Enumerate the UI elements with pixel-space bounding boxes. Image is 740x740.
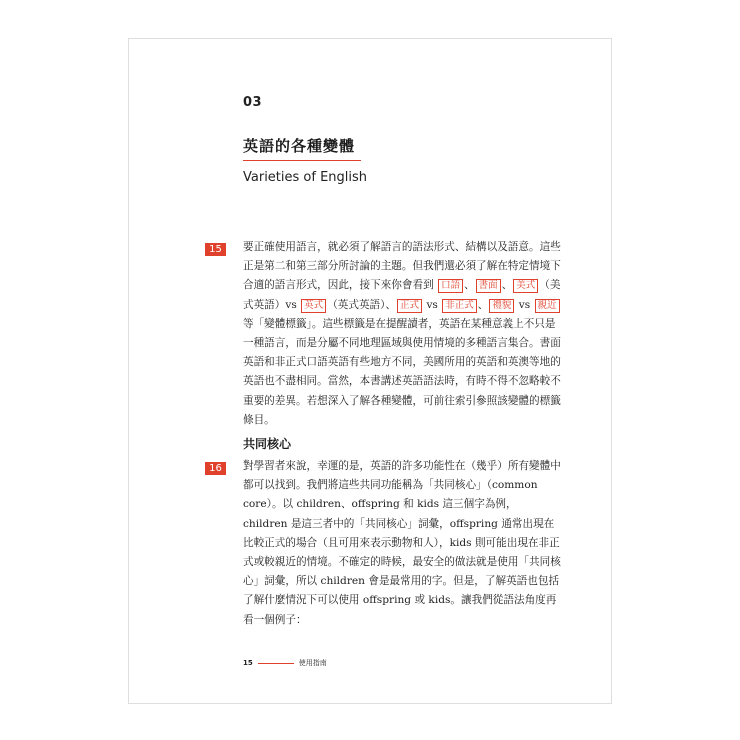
separator: 、 — [501, 279, 513, 292]
variety-tag-written: 書面 — [476, 279, 501, 293]
paragraph-text: 要正確使用語言，就必須了解語言的語法形式、結構以及語意。這些正是第二和第三部分所討論的主題。但我們還必須了解在特定情境下合適的語言形式，因此，接下來你會看到 — [243, 241, 561, 292]
variety-tag-polite: 禮貌 — [489, 299, 514, 313]
page-number: 15 — [243, 659, 253, 667]
footer-rule — [258, 663, 294, 664]
variety-tag-informal: 非正式 — [442, 299, 477, 313]
separator: 、 — [464, 279, 475, 292]
paragraph-number-badge: 15 — [205, 243, 226, 256]
chapter-subtitle: Varieties of English — [243, 170, 368, 185]
variety-tag-intimate: 親近 — [535, 299, 560, 313]
paragraph-number-badge: 16 — [205, 462, 226, 475]
paragraph-15 — [243, 238, 561, 430]
vs-text: vs — [426, 298, 438, 311]
page-footer — [243, 658, 327, 668]
variety-tag-spoken: 口語 — [438, 279, 463, 293]
paragraph-text: （美式英語）vs — [243, 279, 561, 311]
title-rule — [243, 160, 361, 161]
footer-section-label: 使用指南 — [298, 659, 327, 667]
variety-tag-american: 美式 — [513, 279, 538, 293]
book-page — [128, 38, 612, 704]
paragraph-text: （英式英語）、 — [327, 298, 397, 311]
chapter-title: 英語的各種變體 — [243, 137, 356, 155]
separator: 、 — [477, 298, 489, 311]
section-heading: 共同核心 — [243, 437, 292, 451]
variety-tag-british: 英式 — [301, 299, 326, 313]
paragraph-text: 等「變體標籤」。這些標籤是在提醒讀者，英語在某種意義上不只是一種語言，而是分屬不同地理區域與使用情境的多種語言集合。書面英語和非正式口語英語有些地方不同，美國所用的英語和英澳等地的英語也不盡相同。當然，本書講述英語語法時，有時不得不忽略較不重要的差異。若想深入了解各種變體，可前往索引參照該變體的標籤條目。 — [243, 317, 561, 426]
paragraph-16: 對學習者來說，幸運的是，英語的許多功能性在（幾乎）所有變體中都可以找到。我們將這些共同功能稱為「共同核心」（common core）。以 children、offspring 和 kids 這三個字為例，children 是這三者中的「共同核心」詞彙，offspring 通常出現在比較正式的場合（且可用來表示動物和人），kids 則可能出現在非正式或較親近的情境。不確定的時候，最安全的做法就是使用「共同核心」詞彙，所以 children 會是最常用的字。但是，了解英語也包括了解什麼情況下可以使用 offspring 或 kids。讓我們從語法角度再看一個例子： — [243, 460, 561, 626]
vs-text: vs — [518, 298, 531, 311]
chapter-number: 03 — [243, 95, 263, 110]
variety-tag-formal: 正式 — [397, 299, 422, 313]
